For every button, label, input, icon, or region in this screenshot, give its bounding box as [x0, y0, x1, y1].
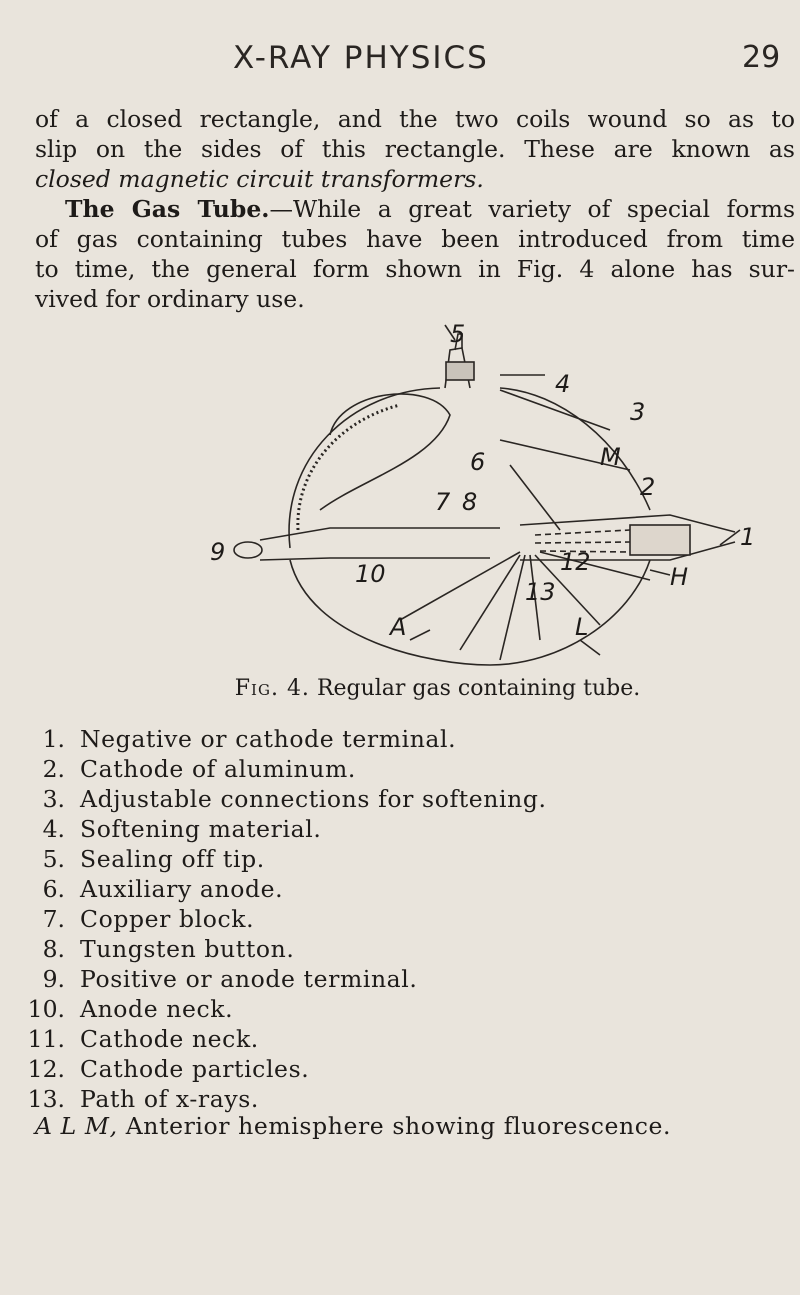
legend-text: Cathode particles. — [80, 1055, 310, 1083]
figure-caption — [0, 676, 800, 701]
legend-note-letters: A L M, — [35, 1112, 118, 1140]
bulb-outline-right — [500, 388, 650, 510]
legend-note — [35, 1112, 671, 1140]
legend-text: Auxiliary anode. — [80, 875, 284, 903]
leader-A — [410, 630, 430, 640]
figure-legend — [0, 724, 800, 1114]
legend-number: 1. — [42, 725, 65, 753]
figure-caption-label: Fig. 4. — [234, 676, 310, 701]
legend-number: 8. — [42, 935, 65, 963]
legend-text: Adjustable connections for softening. — [80, 785, 547, 813]
paragraph-2-line-1 — [35, 194, 795, 224]
xray-path-f — [400, 552, 520, 620]
running-title: X-RAY PHYSICS — [233, 40, 489, 76]
label-L: L — [575, 613, 589, 641]
auxiliary-anode — [510, 465, 560, 530]
legend-text: Anode neck. — [80, 995, 234, 1023]
label-3: 3 — [630, 398, 646, 426]
label-8: 8 — [462, 488, 478, 516]
legend-item — [0, 904, 800, 934]
label-M: M — [600, 443, 621, 471]
label-H: H — [670, 563, 689, 591]
legend-number: 3. — [42, 785, 65, 813]
legend-item — [0, 724, 800, 754]
paragraph-2-line-2: of gas containing tubes have been introduced from time — [35, 225, 795, 253]
legend-number: 4. — [42, 815, 65, 843]
xray-path-e — [540, 552, 650, 580]
fluorescence-arc — [298, 405, 400, 530]
paragraph-2-line-4: vived for ordinary use. — [35, 285, 305, 313]
body-text — [35, 104, 795, 314]
label-7: 7 — [435, 488, 451, 516]
bulb-lower — [290, 560, 650, 665]
legend-number: 7. — [42, 905, 65, 933]
leader-H — [650, 570, 670, 575]
legend-item — [0, 874, 800, 904]
label-A: A — [390, 613, 407, 641]
legend-number: 6. — [42, 875, 65, 903]
copper-block — [630, 525, 690, 555]
xray-path-b — [500, 555, 525, 660]
figure-gas-tube — [200, 320, 760, 675]
label-10: 10 — [355, 560, 386, 588]
legend-item — [0, 1084, 800, 1114]
paragraph-1-line-1: of a closed rectangle, and the two coils wound so as to — [35, 105, 795, 133]
legend-item — [0, 844, 800, 874]
label-13: 13 — [525, 578, 556, 606]
legend-item — [0, 964, 800, 994]
legend-item — [0, 1024, 800, 1054]
legend-number: 10. — [27, 995, 65, 1023]
legend-item — [0, 814, 800, 844]
legend-text: Softening material. — [80, 815, 322, 843]
softening-material — [446, 362, 474, 380]
legend-item — [0, 754, 800, 784]
legend-number: 2. — [42, 755, 65, 783]
legend-text: Sealing off tip. — [80, 845, 265, 873]
label-9: 9 — [210, 538, 226, 566]
legend-item — [0, 1054, 800, 1084]
legend-number: 13. — [27, 1085, 65, 1113]
gas-tube-diagram — [200, 320, 760, 675]
paragraph-1-line-3: closed magnetic circuit transformers. — [35, 165, 484, 193]
cathode-terminal-end — [234, 542, 262, 558]
legend-text: Tungsten button. — [80, 935, 295, 963]
figure-caption-text: Regular gas containing tube. — [316, 676, 641, 701]
legend-item — [0, 784, 800, 814]
legend-note-text: Anterior hemisphere showing fluorescence. — [117, 1112, 672, 1140]
label-1: 1 — [740, 523, 756, 551]
paragraph-1-line-2: slip on the sides of this rectangle. These are known as — [35, 135, 795, 163]
legend-text: Copper block. — [80, 905, 255, 933]
bulb-outline-left — [289, 388, 440, 548]
legend-number: 11. — [27, 1025, 65, 1053]
legend-number: 9. — [42, 965, 65, 993]
cathode-neck-top — [260, 528, 500, 540]
legend-text: Path of x-rays. — [80, 1085, 259, 1113]
label-2: 2 — [640, 473, 656, 501]
label-4: 4 — [555, 370, 571, 398]
paragraph-2-line-3: to time, the general form shown in Fig. 4 alone has sur- — [35, 255, 795, 283]
legend-text: Cathode of aluminum. — [80, 755, 356, 783]
legend-item — [0, 934, 800, 964]
legend-text: Positive or anode terminal. — [80, 965, 418, 993]
page-header — [0, 40, 800, 80]
page-number: 29 — [742, 40, 781, 75]
legend-item — [0, 994, 800, 1024]
leader-L — [580, 640, 600, 655]
legend-text: Negative or cathode terminal. — [80, 725, 457, 753]
side-bulb — [320, 394, 450, 510]
legend-text: Cathode neck. — [80, 1025, 259, 1053]
label-6: 6 — [470, 448, 486, 476]
legend-number: 5. — [42, 845, 65, 873]
label-12: 12 — [560, 548, 591, 576]
section-heading: The Gas Tube. — [65, 195, 270, 223]
paragraph-2-line-1-text: —While a great variety of special forms — [269, 195, 795, 223]
legend-number: 12. — [27, 1055, 65, 1083]
label-5: 5 — [450, 320, 466, 348]
